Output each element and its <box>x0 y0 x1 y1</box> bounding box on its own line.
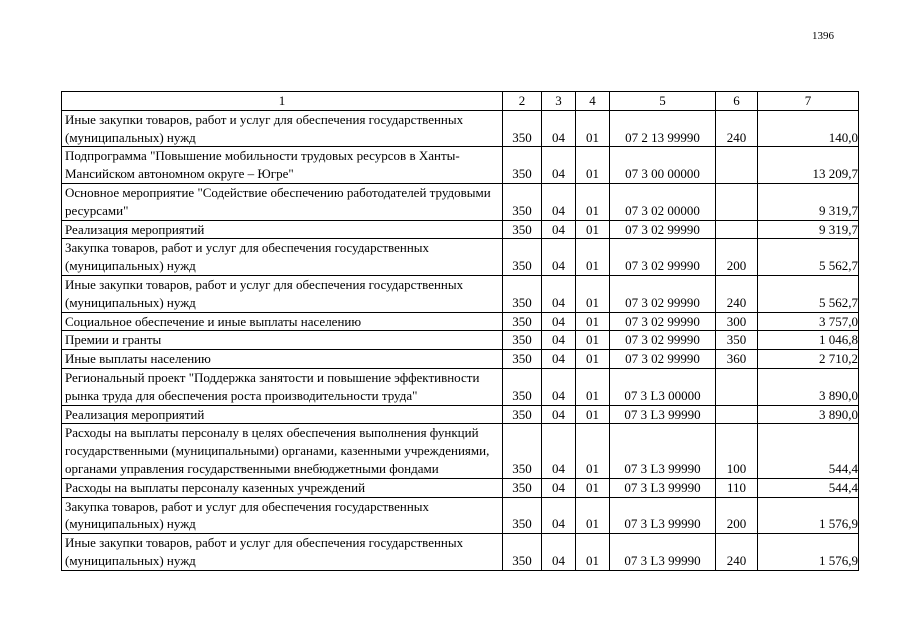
row-sum: 1 576,9 <box>758 534 859 571</box>
row-target-article: 07 3 L3 99990 <box>610 424 716 478</box>
header-col-6: 6 <box>716 92 758 111</box>
row-subsection: 01 <box>576 368 610 405</box>
row-subsection: 01 <box>576 147 610 184</box>
row-sum: 3 890,0 <box>758 368 859 405</box>
row-section: 04 <box>542 312 576 331</box>
row-sum: 2 710,2 <box>758 350 859 369</box>
row-code: 350 <box>503 183 542 220</box>
row-section: 04 <box>542 497 576 534</box>
row-subsection: 01 <box>576 331 610 350</box>
row-expense-type: 110 <box>716 478 758 497</box>
row-subsection: 01 <box>576 239 610 276</box>
row-code: 350 <box>503 312 542 331</box>
row-expense-type <box>716 405 758 424</box>
row-name: Иные выплаты населению <box>62 350 503 369</box>
row-code: 350 <box>503 405 542 424</box>
row-target-article: 07 3 L3 99990 <box>610 497 716 534</box>
row-section: 04 <box>542 220 576 239</box>
page-number: 1396 <box>812 30 834 42</box>
row-subsection: 01 <box>576 350 610 369</box>
row-code: 350 <box>503 368 542 405</box>
row-sum: 5 562,7 <box>758 275 859 312</box>
table-row <box>62 497 859 534</box>
table-row <box>62 368 859 405</box>
row-section: 04 <box>542 478 576 497</box>
row-sum: 544,4 <box>758 424 859 478</box>
row-subsection: 01 <box>576 275 610 312</box>
row-subsection: 01 <box>576 497 610 534</box>
row-code: 350 <box>503 110 542 147</box>
header-col-2: 2 <box>503 92 542 111</box>
row-code: 350 <box>503 534 542 571</box>
row-code: 350 <box>503 220 542 239</box>
row-target-article: 07 2 13 99990 <box>610 110 716 147</box>
row-name: Закупка товаров, работ и услуг для обеспечения государственных (муниципальных) нужд <box>62 239 503 276</box>
row-code: 350 <box>503 331 542 350</box>
row-expense-type <box>716 220 758 239</box>
row-target-article: 07 3 02 99990 <box>610 312 716 331</box>
row-expense-type <box>716 147 758 184</box>
row-sum: 9 319,7 <box>758 183 859 220</box>
table-row <box>62 534 859 571</box>
table-row <box>62 239 859 276</box>
row-name: Иные закупки товаров, работ и услуг для обеспечения государственных (муниципальных) нужд <box>62 110 503 147</box>
row-sum: 140,0 <box>758 110 859 147</box>
row-name: Иные закупки товаров, работ и услуг для обеспечения государственных (муниципальных) нужд <box>62 534 503 571</box>
row-target-article: 07 3 L3 99990 <box>610 478 716 497</box>
row-name: Подпрограмма "Повышение мобильности трудовых ресурсов в Ханты-Мансийском автономном округе – Югре" <box>62 147 503 184</box>
row-expense-type: 240 <box>716 110 758 147</box>
table-row <box>62 478 859 497</box>
table-row <box>62 275 859 312</box>
table-row <box>62 110 859 147</box>
row-code: 350 <box>503 478 542 497</box>
row-code: 350 <box>503 350 542 369</box>
row-section: 04 <box>542 275 576 312</box>
row-subsection: 01 <box>576 534 610 571</box>
row-name: Расходы на выплаты персоналу казенных учреждений <box>62 478 503 497</box>
row-name: Премии и гранты <box>62 331 503 350</box>
row-expense-type: 240 <box>716 275 758 312</box>
row-expense-type <box>716 368 758 405</box>
row-target-article: 07 3 02 99990 <box>610 239 716 276</box>
row-name: Реализация мероприятий <box>62 405 503 424</box>
row-sum: 3 757,0 <box>758 312 859 331</box>
row-section: 04 <box>542 331 576 350</box>
row-expense-type: 100 <box>716 424 758 478</box>
table-header <box>62 92 859 111</box>
row-code: 350 <box>503 275 542 312</box>
row-target-article: 07 3 02 99990 <box>610 275 716 312</box>
row-subsection: 01 <box>576 220 610 239</box>
row-name: Реализация мероприятий <box>62 220 503 239</box>
row-section: 04 <box>542 368 576 405</box>
row-expense-type: 360 <box>716 350 758 369</box>
row-name: Социальное обеспечение и иные выплаты населению <box>62 312 503 331</box>
row-sum: 9 319,7 <box>758 220 859 239</box>
row-subsection: 01 <box>576 183 610 220</box>
row-sum: 1 576,9 <box>758 497 859 534</box>
budget-table <box>61 91 859 571</box>
header-col-7: 7 <box>758 92 859 111</box>
row-expense-type: 300 <box>716 312 758 331</box>
header-row <box>62 92 859 111</box>
table-row <box>62 312 859 331</box>
table-row <box>62 147 859 184</box>
row-expense-type: 200 <box>716 497 758 534</box>
table-row <box>62 405 859 424</box>
row-section: 04 <box>542 239 576 276</box>
header-col-3: 3 <box>542 92 576 111</box>
row-subsection: 01 <box>576 424 610 478</box>
row-subsection: 01 <box>576 312 610 331</box>
row-sum: 1 046,8 <box>758 331 859 350</box>
row-section: 04 <box>542 147 576 184</box>
table-row <box>62 220 859 239</box>
row-expense-type <box>716 183 758 220</box>
row-target-article: 07 3 02 99990 <box>610 220 716 239</box>
row-section: 04 <box>542 405 576 424</box>
row-sum: 13 209,7 <box>758 147 859 184</box>
row-expense-type: 350 <box>716 331 758 350</box>
row-code: 350 <box>503 239 542 276</box>
row-subsection: 01 <box>576 478 610 497</box>
row-code: 350 <box>503 424 542 478</box>
row-target-article: 07 3 02 00000 <box>610 183 716 220</box>
row-name: Иные закупки товаров, работ и услуг для обеспечения государственных (муниципальных) нужд <box>62 275 503 312</box>
row-expense-type: 240 <box>716 534 758 571</box>
row-name: Расходы на выплаты персоналу в целях обеспечения выполнения функций государственными (муниципальными) органами, казенными учреждениями, органами управления государственными внебюджетными фондами <box>62 424 503 478</box>
row-name: Региональный проект "Поддержка занятости и повышение эффективности рынка труда для обеспечения роста производительности труда" <box>62 368 503 405</box>
row-section: 04 <box>542 183 576 220</box>
row-target-article: 07 3 L3 00000 <box>610 368 716 405</box>
row-sum: 5 562,7 <box>758 239 859 276</box>
header-col-5: 5 <box>610 92 716 111</box>
row-target-article: 07 3 00 00000 <box>610 147 716 184</box>
table-row <box>62 331 859 350</box>
row-target-article: 07 3 02 99990 <box>610 331 716 350</box>
row-section: 04 <box>542 534 576 571</box>
header-col-4: 4 <box>576 92 610 111</box>
row-name: Закупка товаров, работ и услуг для обеспечения государственных (муниципальных) нужд <box>62 497 503 534</box>
row-expense-type: 200 <box>716 239 758 276</box>
row-target-article: 07 3 L3 99990 <box>610 534 716 571</box>
row-section: 04 <box>542 424 576 478</box>
row-subsection: 01 <box>576 110 610 147</box>
row-code: 350 <box>503 497 542 534</box>
row-section: 04 <box>542 110 576 147</box>
row-sum: 544,4 <box>758 478 859 497</box>
table-row <box>62 350 859 369</box>
row-name: Основное мероприятие "Содействие обеспечению работодателей трудовыми ресурсами" <box>62 183 503 220</box>
row-subsection: 01 <box>576 405 610 424</box>
row-section: 04 <box>542 350 576 369</box>
row-target-article: 07 3 02 99990 <box>610 350 716 369</box>
table-row <box>62 424 859 478</box>
table-row <box>62 183 859 220</box>
row-target-article: 07 3 L3 99990 <box>610 405 716 424</box>
row-sum: 3 890,0 <box>758 405 859 424</box>
table-body <box>62 110 859 570</box>
row-code: 350 <box>503 147 542 184</box>
header-col-1: 1 <box>62 92 503 111</box>
